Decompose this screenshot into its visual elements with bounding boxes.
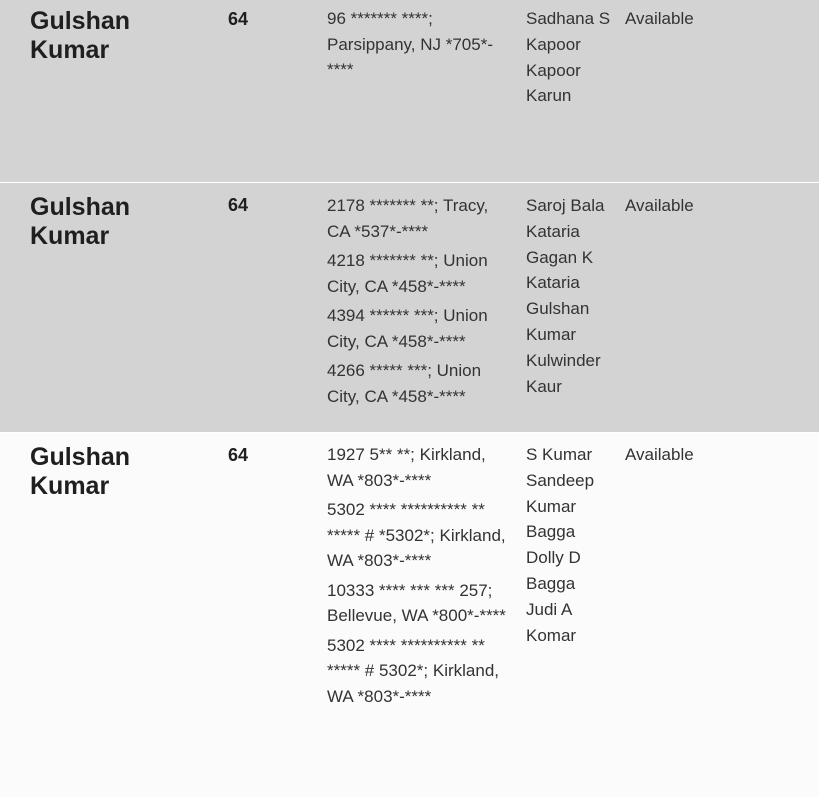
address-item: 4394 ****** ***; Union City, CA *458*-**** [327,306,488,351]
relative-name: Sadhana S Kapoor [526,9,611,54]
table-row[interactable] [0,0,819,183]
table-row[interactable] [0,183,819,433]
address-item: 4266 ***** ***; Union City, CA *458*-**** [327,361,482,406]
relative-name: Kapoor Karun [526,60,581,106]
address-item: 2178 ******* **; Tracy, CA *537*-**** [327,196,489,241]
person-age: 64 [228,9,249,29]
relative-name: Sandeep Kumar Bagga [526,470,595,542]
relative-name: Judi A Komar [526,599,577,645]
relatives-list [526,442,616,648]
person-age: 64 [228,445,249,465]
relative-name: S Kumar [526,445,593,464]
address-item: 96 ******* ****; Parsippany, NJ *705*-**** [327,9,493,79]
relative-name: Gulshan Kumar [526,299,590,344]
table-row[interactable] [0,433,819,797]
address-list [327,193,507,409]
status-text: Available [625,445,694,464]
address-list [327,6,507,83]
person-name[interactable]: Gulshan Kumar [30,7,131,64]
relatives-list [526,6,616,109]
relative-name: Saroj Bala Kataria [526,196,605,241]
relative-name: Dolly D Bagga [526,548,581,593]
address-list [327,442,507,709]
address-item: 1927 5** **; Kirkland, WA *803*-**** [327,445,486,490]
relatives-list [526,193,616,399]
address-item: 4218 ******* **; Union City, CA *458*-**** [327,251,488,296]
person-name[interactable]: Gulshan Kumar [30,193,131,250]
address-item: 5302 **** ********** ** ***** # *5302*; Kirkland, WA *803*-**** [327,500,506,570]
address-item: 5302 **** ********** ** ***** # 5302*; Kirkland, WA *803*-**** [327,635,500,706]
person-name[interactable]: Gulshan Kumar [30,443,131,500]
person-age: 64 [228,195,249,215]
address-item: 10333 **** *** *** 257; Bellevue, WA *800*-**** [327,580,506,625]
status-text: Available [625,196,694,215]
relative-name: Kulwinder Kaur [526,350,601,396]
status-text: Available [625,9,694,28]
relative-name: Gagan K Kataria [526,247,594,293]
